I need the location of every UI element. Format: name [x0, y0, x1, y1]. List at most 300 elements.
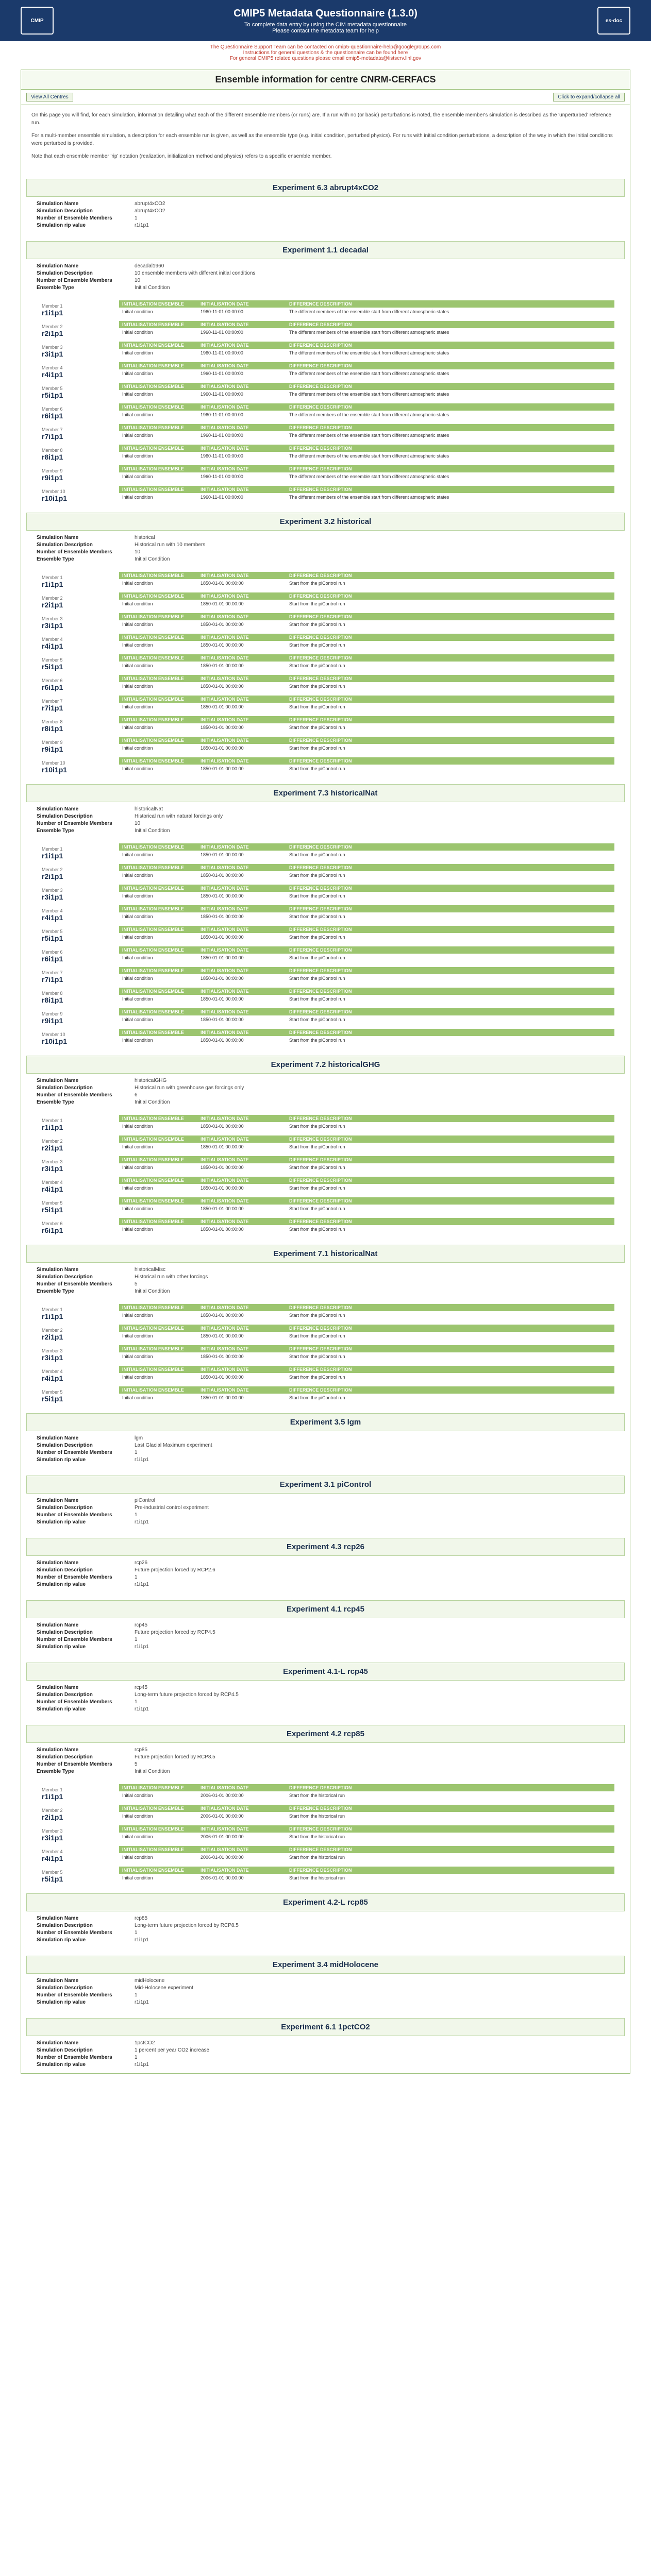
member-row [37, 1304, 614, 1324]
info-key: Simulation Name [37, 201, 79, 207]
member-grid-header [119, 362, 614, 369]
experiment-title[interactable]: Experiment 3.4 midHolocene [26, 1956, 625, 1974]
member-grid-cell: Initial condition [122, 1227, 153, 1232]
member-row [37, 613, 614, 633]
member-grid-cell: Initial condition [122, 622, 153, 627]
experiment-info [26, 1556, 625, 1593]
member-grid-header [119, 716, 614, 723]
info-value: Long-term future projection forced by RCP4.5 [135, 1692, 239, 1698]
member-grid-cell: 2006-01-01 00:00:00 [201, 1875, 244, 1880]
member-label [37, 486, 119, 505]
member-number: Member 1 [42, 303, 63, 309]
info-key: Simulation Name [37, 1498, 79, 1503]
member-grid-cell: Start from the historical run [289, 1814, 345, 1819]
experiment-title[interactable]: Experiment 4.1-L rcp45 [26, 1663, 625, 1681]
experiment-title[interactable]: Experiment 7.1 historicalNat [26, 1245, 625, 1263]
info-value: 5 [135, 1281, 138, 1287]
member-grid-body [119, 620, 614, 629]
info-row [37, 263, 614, 269]
member-grid-cell: Start from the piControl run [289, 642, 345, 648]
member-grid-header-cell: INITIALISATION DATE [201, 487, 249, 492]
member-grid-cell: The different members of the ensemble start from different atmospheric states [289, 309, 449, 314]
member-grid-header-cell: INITIALISATION DATE [201, 1785, 249, 1790]
member-grid [119, 1345, 614, 1365]
member-label [37, 885, 119, 904]
member-grid-header-cell: DIFFERENCE DESCRIPTION [289, 1198, 352, 1204]
member-grid [119, 1867, 614, 1886]
member-grid-cell: 1960-11-01 00:00:00 [201, 330, 243, 335]
member-grid-cell: Start from the piControl run [289, 914, 345, 919]
member-rip: r1i1p1 [42, 1123, 63, 1131]
member-grid-header [119, 1156, 614, 1163]
member-grid-cell: 1850-01-01 00:00:00 [201, 1124, 244, 1129]
info-key: Number of Ensemble Members [37, 1092, 112, 1098]
member-grid-header-cell: INITIALISATION DATE [201, 1847, 249, 1852]
member-number: Member 3 [42, 345, 63, 350]
member-row [37, 1218, 614, 1238]
member-grid-header-cell: INITIALISATION ENSEMBLE [122, 594, 184, 599]
member-row [37, 634, 614, 653]
member-grid-cell: Start from the piControl run [289, 1124, 345, 1129]
member-grid-body [119, 493, 614, 501]
member-grid-body [119, 1225, 614, 1233]
member-grid [119, 1177, 614, 1196]
member-grid-body [119, 641, 614, 649]
member-grid-header [119, 1177, 614, 1184]
member-grid-header-cell: INITIALISATION DATE [201, 322, 249, 327]
member-grid-cell: 1850-01-01 00:00:00 [201, 914, 244, 919]
ensemble-panel [21, 70, 630, 2074]
header-text [64, 8, 587, 34]
member-grid-cell: Start from the piControl run [289, 1227, 345, 1232]
experiment-title[interactable]: Experiment 1.1 decadal [26, 241, 625, 259]
info-row [37, 1457, 614, 1463]
member-grid-cell: Initial condition [122, 1185, 153, 1191]
member-grid-cell: 1960-11-01 00:00:00 [201, 392, 243, 397]
member-grid-body [119, 1143, 614, 1151]
member-grid-header-cell: INITIALISATION DATE [201, 1178, 249, 1183]
member-grid-cell: Initial condition [122, 1038, 153, 1043]
info-row [37, 1637, 614, 1642]
member-rip: r2i1p1 [42, 1144, 63, 1152]
members-list [37, 1784, 614, 1886]
info-row [37, 1560, 614, 1566]
member-rip: r5i1p1 [42, 1875, 63, 1883]
member-grid-cell: Start from the historical run [289, 1793, 345, 1798]
member-grid-cell: Start from the piControl run [289, 955, 345, 960]
member-grid-header-cell: INITIALISATION ENSEMBLE [122, 989, 184, 994]
expand-collapse-all-button[interactable]: Click to expand/collapse all [553, 93, 625, 101]
member-grid-header-cell: INITIALISATION ENSEMBLE [122, 363, 184, 368]
member-label [37, 1029, 119, 1048]
member-label [37, 1386, 119, 1406]
info-value: rcp45 [135, 1622, 148, 1628]
member-grid-cell: Start from the historical run [289, 1855, 345, 1860]
member-rip: r5i1p1 [42, 1206, 63, 1214]
info-value: Future projection forced by RCP4.5 [135, 1630, 215, 1635]
info-key: Simulation Name [37, 1560, 79, 1566]
member-grid [119, 967, 614, 987]
info-value: Mid-Holocene experiment [135, 1985, 193, 1991]
experiment-title[interactable]: Experiment 7.2 historicalGHG [26, 1056, 625, 1074]
info-key: Number of Ensemble Members [37, 2055, 112, 2060]
member-grid-body [119, 349, 614, 357]
cmip-logo: CMIP [21, 7, 54, 35]
member-grid-cell: 1960-11-01 00:00:00 [201, 433, 243, 438]
info-value: 1 [135, 215, 138, 221]
member-grid-cell: Start from the piControl run [289, 1395, 345, 1400]
info-row [37, 201, 614, 207]
member-label [37, 757, 119, 777]
member-grid-header [119, 1029, 614, 1036]
member-grid [119, 885, 614, 904]
member-rip: r4i1p1 [42, 1374, 63, 1382]
member-grid [119, 1846, 614, 1866]
member-grid-header-cell: INITIALISATION DATE [201, 947, 249, 953]
member-grid [119, 696, 614, 715]
member-label [37, 864, 119, 884]
experiment-info [26, 1494, 625, 1531]
member-grid [119, 1156, 614, 1176]
member-row [37, 926, 614, 945]
member-grid-cell: Initial condition [122, 1395, 153, 1400]
member-label [37, 1805, 119, 1824]
member-grid-cell: 1850-01-01 00:00:00 [201, 893, 244, 899]
member-grid [119, 634, 614, 653]
member-row [37, 362, 614, 382]
member-row [37, 445, 614, 464]
info-value: 1 [135, 2055, 138, 2060]
experiment-title[interactable]: Experiment 4.2-L rcp85 [26, 1893, 625, 1911]
member-number: Member 8 [42, 448, 63, 453]
experiment-block [26, 784, 625, 1048]
member-row [37, 905, 614, 925]
member-grid-header-cell: DIFFERENCE DESCRIPTION [289, 1387, 352, 1393]
member-grid-cell: Initial condition [122, 684, 153, 689]
member-grid-cell: Start from the piControl run [289, 1375, 345, 1380]
info-row [37, 1692, 614, 1698]
member-grid-header-cell: INITIALISATION ENSEMBLE [122, 1305, 184, 1310]
member-grid-body [119, 682, 614, 690]
member-grid-header [119, 486, 614, 493]
info-key: Simulation Description [37, 1985, 93, 1991]
info-key: Simulation rip value [37, 223, 86, 228]
member-grid-header [119, 1386, 614, 1394]
info-row [37, 1519, 614, 1525]
member-row [37, 1386, 614, 1406]
member-row [37, 1156, 614, 1176]
member-rip: r2i1p1 [42, 872, 63, 880]
member-grid-cell: 1850-01-01 00:00:00 [201, 581, 244, 586]
member-grid-header [119, 757, 614, 765]
experiment-title[interactable]: Experiment 6.1 1pctCO2 [26, 2018, 625, 2036]
info-key: Simulation Name [37, 1916, 79, 1921]
member-row [37, 1805, 614, 1824]
info-row [37, 1289, 614, 1294]
member-grid-header [119, 1805, 614, 1812]
member-grid-header [119, 342, 614, 349]
experiment-block [26, 2018, 625, 2073]
info-value: r1i1p1 [135, 1582, 149, 1587]
member-grid-cell: The different members of the ensemble start from different atmospheric states [289, 330, 449, 335]
members-list [37, 843, 614, 1048]
member-rip: r2i1p1 [42, 329, 63, 337]
member-grid-header-cell: DIFFERENCE DESCRIPTION [289, 758, 352, 764]
member-label [37, 654, 119, 674]
member-grid-body [119, 1036, 614, 1044]
member-grid-header-cell: DIFFERENCE DESCRIPTION [289, 1030, 352, 1035]
info-value: Historical run with greenhouse gas forcings only [135, 1085, 244, 1091]
member-grid-body [119, 328, 614, 336]
header-line-1: To complete data entry by using the CIM metadata questionnaire [244, 21, 407, 28]
member-grid-cell: 2006-01-01 00:00:00 [201, 1855, 244, 1860]
info-row [37, 223, 614, 228]
info-key: Simulation rip value [37, 1706, 86, 1712]
member-label [37, 946, 119, 966]
member-grid [119, 1784, 614, 1804]
member-grid-cell: 1850-01-01 00:00:00 [201, 1206, 244, 1211]
member-grid-header-cell: INITIALISATION ENSEMBLE [122, 886, 184, 891]
member-grid-cell: 1850-01-01 00:00:00 [201, 873, 244, 878]
member-grid-cell: Start from the piControl run [289, 976, 345, 981]
experiment-title[interactable]: Experiment 4.1 rcp45 [26, 1600, 625, 1618]
member-grid-header-cell: INITIALISATION DATE [201, 404, 249, 410]
member-label [37, 1218, 119, 1238]
member-grid-cell: Initial condition [122, 371, 153, 376]
member-grid-header [119, 1846, 614, 1853]
ensemble-title-prefix: Ensemble information for centre [215, 74, 358, 84]
member-grid-header-cell: INITIALISATION DATE [201, 1826, 249, 1832]
experiment-title[interactable]: Experiment 4.2 rcp85 [26, 1725, 625, 1743]
member-row [37, 654, 614, 674]
experiment-title[interactable]: Experiment 7.3 historicalNat [26, 784, 625, 802]
info-value: Initial Condition [135, 1769, 170, 1774]
experiment-info [26, 1911, 625, 1948]
member-number: Member 4 [42, 1369, 63, 1374]
member-grid-header-cell: INITIALISATION DATE [201, 1387, 249, 1393]
experiment-block [26, 1600, 625, 1655]
member-grid-cell: Start from the piControl run [289, 1333, 345, 1338]
member-label [37, 1345, 119, 1365]
info-value: Historical run with other forcings [135, 1274, 208, 1280]
member-rip: r7i1p1 [42, 975, 63, 984]
info-key: Simulation Name [37, 1747, 79, 1753]
member-grid [119, 424, 614, 444]
info-row [37, 278, 614, 283]
member-row [37, 1115, 614, 1134]
member-grid-header [119, 572, 614, 579]
experiment-block [26, 179, 625, 234]
member-grid-body [119, 1015, 614, 1024]
member-grid [119, 383, 614, 402]
info-row [37, 285, 614, 291]
member-rip: r2i1p1 [42, 1813, 63, 1821]
member-grid [119, 1366, 614, 1385]
experiment-title[interactable]: Experiment 6.3 abrupt4xCO2 [26, 179, 625, 197]
member-rip: r7i1p1 [42, 704, 63, 712]
member-grid-header-cell: DIFFERENCE DESCRIPTION [289, 655, 352, 660]
member-number: Member 8 [42, 719, 63, 724]
member-grid-header-cell: INITIALISATION DATE [201, 1326, 249, 1331]
member-grid-header-cell: DIFFERENCE DESCRIPTION [289, 865, 352, 870]
member-label [37, 465, 119, 485]
member-grid-cell: Start from the piControl run [289, 1185, 345, 1191]
member-rip: r3i1p1 [42, 350, 63, 358]
experiment-title[interactable]: Experiment 3.1 piControl [26, 1476, 625, 1494]
intro-text [21, 105, 630, 172]
info-row [37, 1992, 614, 1998]
member-grid-header-cell: INITIALISATION ENSEMBLE [122, 717, 184, 722]
member-grid [119, 342, 614, 361]
member-grid-cell: Initial condition [122, 1165, 153, 1170]
member-grid-body [119, 703, 614, 711]
member-label [37, 1846, 119, 1866]
experiment-block [26, 513, 625, 777]
info-row [37, 1512, 614, 1518]
member-number: Member 6 [42, 678, 63, 683]
member-row [37, 1784, 614, 1804]
member-grid [119, 1218, 614, 1238]
experiment-info [26, 1618, 625, 1655]
member-label [37, 572, 119, 591]
ensemble-nav [21, 90, 630, 105]
info-key: Simulation Description [37, 1630, 93, 1635]
member-number: Member 5 [42, 657, 63, 663]
experiment-info [26, 802, 625, 839]
info-value: 1 [135, 1930, 138, 1936]
member-grid-cell: Initial condition [122, 433, 153, 438]
member-grid-header-cell: DIFFERENCE DESCRIPTION [289, 1137, 352, 1142]
info-key: Simulation Description [37, 1923, 93, 1928]
info-key: Number of Ensemble Members [37, 1992, 112, 1998]
member-grid-header-cell: DIFFERENCE DESCRIPTION [289, 989, 352, 994]
member-rip: r7i1p1 [42, 432, 63, 440]
member-grid-cell: Start from the piControl run [289, 1165, 345, 1170]
member-grid-cell: 1850-01-01 00:00:00 [201, 996, 244, 1002]
info-value: historicalMisc [135, 1267, 166, 1273]
member-grid-body [119, 744, 614, 752]
info-row [37, 2040, 614, 2046]
info-key: Number of Ensemble Members [37, 1761, 112, 1767]
page-title: CMIP5 Metadata Questionnaire (1.3.0) [233, 7, 418, 19]
member-grid-header-cell: INITIALISATION ENSEMBLE [122, 343, 184, 348]
member-label [37, 1366, 119, 1385]
member-grid-cell: Initial condition [122, 1834, 153, 1839]
member-grid-header [119, 696, 614, 703]
info-key: Simulation rip value [37, 1937, 86, 1943]
experiment-block [26, 1893, 625, 1948]
member-grid-header [119, 967, 614, 974]
member-row [37, 1345, 614, 1365]
member-label [37, 1008, 119, 1028]
member-grid-header [119, 1345, 614, 1352]
member-grid-header [119, 1825, 614, 1833]
member-grid-header [119, 1867, 614, 1874]
member-grid [119, 300, 614, 320]
member-grid-cell: 1960-11-01 00:00:00 [201, 350, 243, 355]
info-row [37, 828, 614, 834]
member-grid-body [119, 1373, 614, 1381]
member-grid-header-cell: INITIALISATION ENSEMBLE [122, 466, 184, 471]
member-grid-cell: Initial condition [122, 893, 153, 899]
member-grid-cell: Start from the piControl run [289, 601, 345, 606]
member-label [37, 675, 119, 694]
info-row [37, 1978, 614, 1984]
member-rip: r4i1p1 [42, 1185, 63, 1193]
member-row [37, 696, 614, 715]
member-row [37, 843, 614, 863]
info-value: 10 [135, 278, 141, 283]
member-grid-header-cell: INITIALISATION ENSEMBLE [122, 1009, 184, 1014]
info-key: Simulation Description [37, 1692, 93, 1698]
members-list [37, 300, 614, 505]
member-grid-header [119, 1366, 614, 1373]
member-grid-cell: Initial condition [122, 309, 153, 314]
member-grid [119, 445, 614, 464]
member-grid-cell: 1850-01-01 00:00:00 [201, 955, 244, 960]
experiment-title[interactable]: Experiment 4.3 rcp26 [26, 1538, 625, 1556]
member-rip: r6i1p1 [42, 683, 63, 691]
member-grid-header-cell: INITIALISATION ENSEMBLE [122, 844, 184, 850]
member-grid-header-cell: INITIALISATION DATE [201, 594, 249, 599]
info-row [37, 821, 614, 826]
member-grid-header [119, 1325, 614, 1332]
experiment-title[interactable]: Experiment 3.5 lgm [26, 1413, 625, 1431]
experiment-title[interactable]: Experiment 3.2 historical [26, 513, 625, 531]
member-label [37, 403, 119, 423]
info-value: 10 [135, 549, 141, 555]
member-grid-header-cell: INITIALISATION DATE [201, 927, 249, 932]
info-value: 6 [135, 1092, 138, 1098]
member-grid-header-cell: INITIALISATION DATE [201, 1219, 249, 1224]
member-grid-header-cell: INITIALISATION DATE [201, 573, 249, 578]
member-grid-header-cell: INITIALISATION ENSEMBLE [122, 1387, 184, 1393]
info-value: Initial Condition [135, 1099, 170, 1105]
info-value: 1 percent per year CO2 increase [135, 2047, 210, 2053]
member-grid-cell: 1850-01-01 00:00:00 [201, 745, 244, 751]
member-grid-header-cell: INITIALISATION ENSEMBLE [122, 1178, 184, 1183]
info-value: r1i1p1 [135, 1519, 149, 1525]
info-value: Pre-industrial control experiment [135, 1505, 209, 1511]
member-grid [119, 1325, 614, 1344]
member-grid-header-cell: INITIALISATION ENSEMBLE [122, 1030, 184, 1035]
notice-line-3: For general CMIP5 related questions please email cmip5-metadata@listserv.llnl.gov [229, 56, 422, 61]
member-rip: r9i1p1 [42, 1016, 63, 1025]
ensemble-centre: CNRM-CERFACS [360, 74, 436, 84]
member-grid-cell: Start from the piControl run [289, 873, 345, 878]
member-grid-header [119, 403, 614, 411]
info-row [37, 1505, 614, 1511]
member-grid-cell: Start from the piControl run [289, 684, 345, 689]
member-grid-cell: The different members of the ensemble start from different atmospheric states [289, 392, 449, 397]
member-grid-header-cell: DIFFERENCE DESCRIPTION [289, 1219, 352, 1224]
member-grid-body [119, 933, 614, 941]
member-grid [119, 1197, 614, 1217]
member-label [37, 926, 119, 945]
member-grid-header-cell: INITIALISATION DATE [201, 717, 249, 722]
member-grid-header [119, 1136, 614, 1143]
member-grid-body [119, 912, 614, 921]
member-grid-cell: Initial condition [122, 453, 153, 459]
member-grid-header-cell: DIFFERENCE DESCRIPTION [289, 947, 352, 953]
member-grid [119, 843, 614, 863]
info-value: r1i1p1 [135, 2062, 149, 2067]
member-grid-cell: Initial condition [122, 1354, 153, 1359]
info-row [37, 1450, 614, 1455]
view-all-centres-button[interactable]: View All Centres [26, 93, 73, 101]
member-number: Member 2 [42, 867, 63, 872]
esdoc-logo: es-doc [597, 7, 630, 35]
